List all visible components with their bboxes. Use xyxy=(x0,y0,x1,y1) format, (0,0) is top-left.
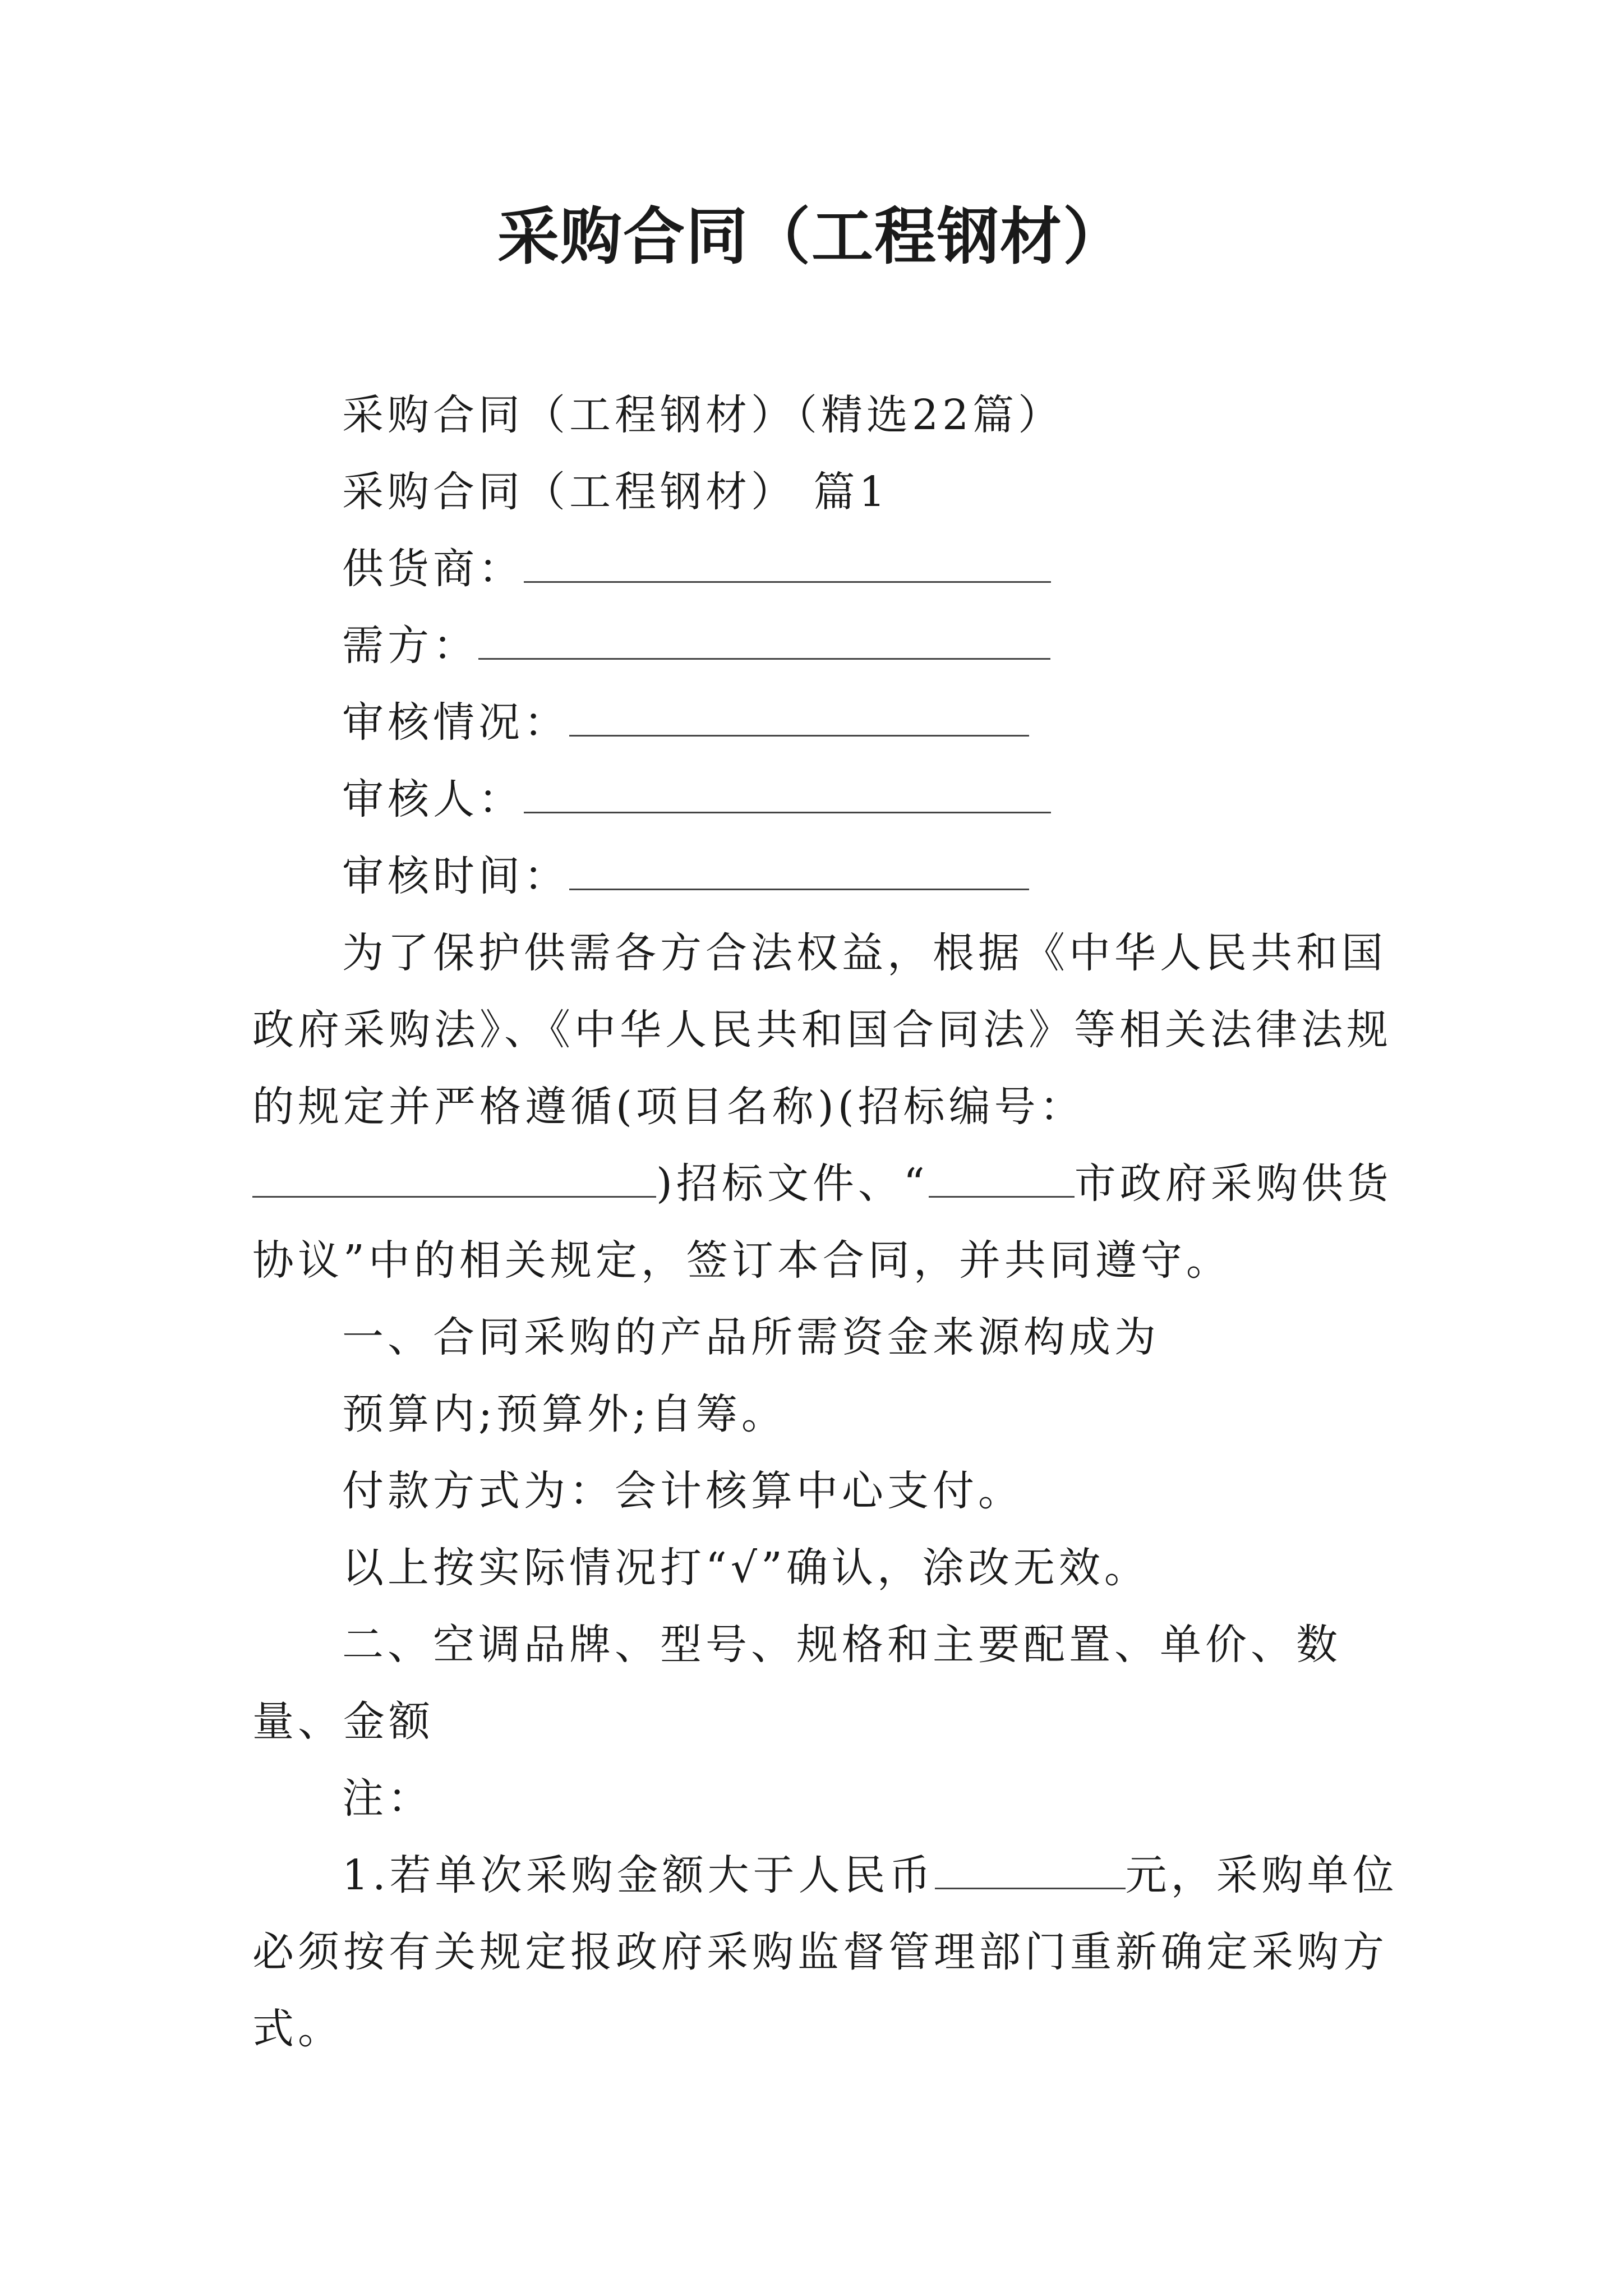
review-status-blank xyxy=(569,690,1029,737)
review-time-field xyxy=(252,838,1402,915)
payment-method: 付款方式为：会计核算中心支付。 xyxy=(342,1467,1023,1515)
city-blank xyxy=(929,1151,1075,1198)
document-body xyxy=(252,377,1402,2068)
note-label: 注： xyxy=(342,1774,433,1823)
buyer-label: 需方： xyxy=(342,622,478,670)
clause1-options: 预算内;预算外;自筹。 xyxy=(342,1390,787,1438)
preamble-part1: 为了保护供需各方合法权益，根据《中华人民共和国政府采购法》、《中华人民共和国合同法》等相关法律法规的规定并严格遵循(项目名称)(招标编号： xyxy=(252,929,1392,1131)
tender-number-blank xyxy=(252,1151,656,1198)
buyer-blank xyxy=(478,613,1050,660)
supplier-label: 供货商： xyxy=(342,545,524,593)
document-title: 采购合同（工程钢材） xyxy=(497,200,1126,273)
note1-paragraph xyxy=(252,1837,1402,2068)
preamble-part3: 市政府采购供货协议”中的相关规定，签订本合同，并共同遵守。 xyxy=(252,1159,1393,1285)
review-time-blank xyxy=(569,844,1029,890)
reviewer-label: 审核人： xyxy=(342,775,524,823)
note1-part2: 元，采购单位必须按有关规定报政府采购监督管理部门重新确定采购方式。 xyxy=(252,1851,1398,2053)
review-status-label: 审核情况： xyxy=(342,698,569,747)
supplier-field xyxy=(252,531,1402,608)
clause2-title: 二、空调品牌、型号、规格和主要配置、单价、数量、金额 xyxy=(252,1621,1341,1746)
clause1-title: 一、合同采购的产品所需资金来源构成为 xyxy=(342,1313,1160,1361)
preamble-paragraph xyxy=(252,915,1402,1299)
buyer-field xyxy=(252,608,1402,684)
supplier-blank xyxy=(524,536,1051,583)
reviewer-blank xyxy=(524,767,1051,813)
review-time-label: 审核时间： xyxy=(342,852,569,900)
note1-part1: 1.若单次采购金额大于人民币 xyxy=(342,1851,935,1899)
reviewer-field xyxy=(252,761,1402,838)
section-heading: 采购合同（工程钢材） 篇1 xyxy=(342,468,889,516)
amount-blank xyxy=(935,1843,1126,1889)
confirm-note: 以上按实际情况打“√”确认，涂改无效。 xyxy=(342,1544,1150,1592)
document-subtitle: 采购合同（工程钢材）（精选22篇） xyxy=(342,391,1064,439)
preamble-part2: )招标文件、“ xyxy=(656,1159,929,1208)
review-status-field xyxy=(252,684,1402,761)
